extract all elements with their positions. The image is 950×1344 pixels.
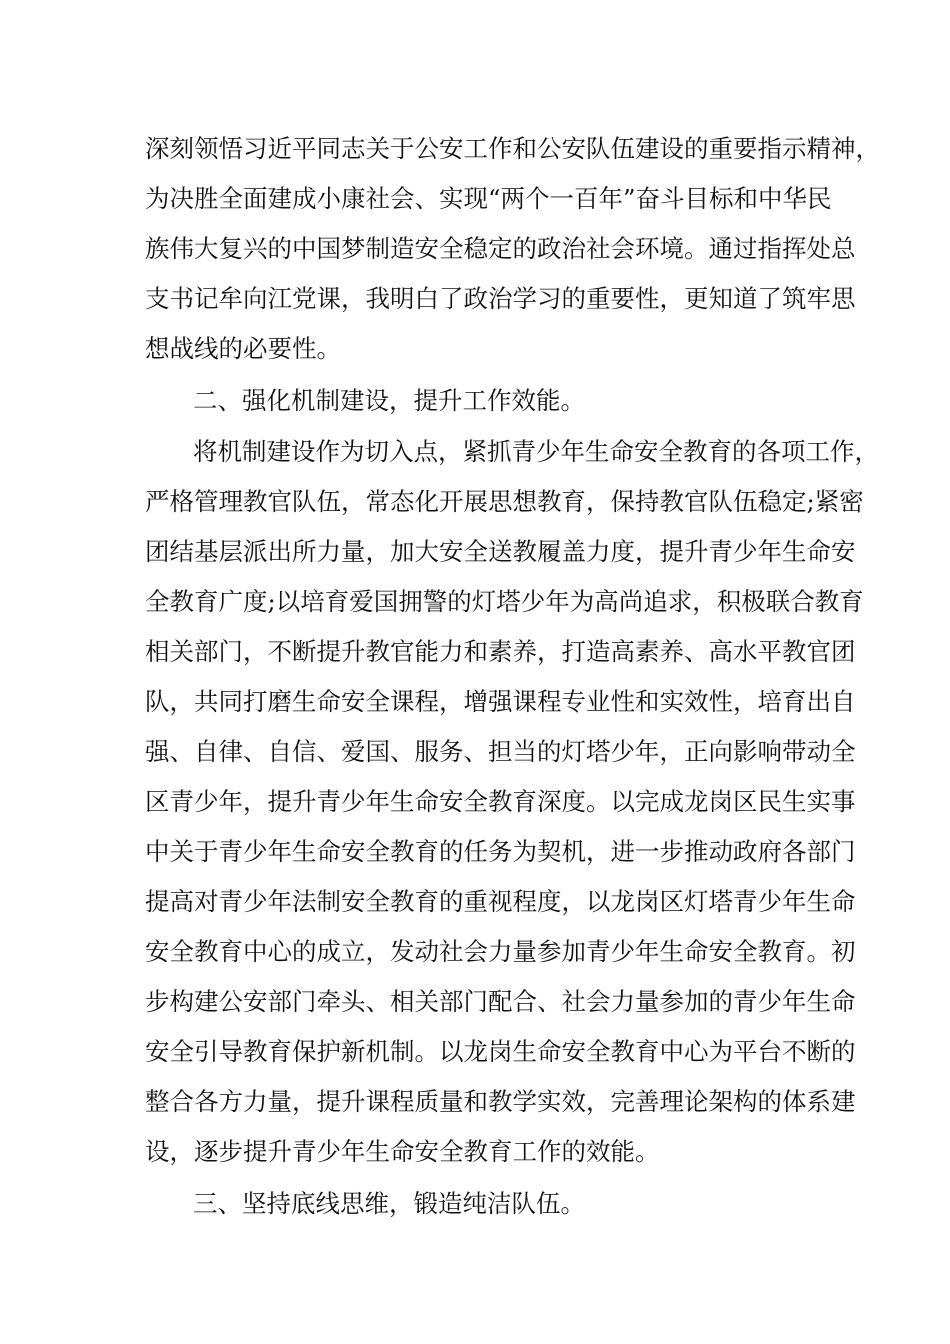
paragraph-line: 深刻领悟习近平同志关于公安工作和公安队伍建设的重要指示精神， bbox=[145, 134, 880, 163]
paragraph-line: 全教育广度;以培育爱国拥警的灯塔少年为高尚追求，积极联合教育 bbox=[145, 587, 864, 616]
paragraph-line: 团结基层派出所力量，加大安全送教履盖力度，提升青少年生命安 bbox=[145, 537, 856, 566]
paragraph-line: 严格管理教官队伍，常态化开展思想教育，保持教官队伍稳定;紧密 bbox=[145, 487, 864, 516]
section-heading: 二、强化机制建设，提升工作效能。 bbox=[193, 386, 585, 415]
paragraph-line: 安全引导教育保护新机制。以龙岗生命安全教育中心为平台不断的 bbox=[145, 1037, 856, 1066]
paragraph-line: 步构建公安部门牵头、相关部门配合、社会力量参加的青少年生命 bbox=[145, 987, 856, 1016]
paragraph-line: 队，共同打磨生命安全课程，增强课程专业性和实效性，培育出自 bbox=[145, 687, 856, 716]
paragraph-line: 整合各方力量，提升课程质量和教学实效，完善理论架构的体系建 bbox=[145, 1087, 856, 1116]
paragraph-line: 支书记牟向江党课，我明白了政治学习的重要性，更知道了筑牢思 bbox=[145, 284, 856, 313]
paragraph-line: 相关部门，不断提升教官能力和素养，打造高素养、高水平教官团 bbox=[145, 637, 856, 666]
paragraph-line: 安全教育中心的成立，发动社会力量参加青少年生命安全教育。初 bbox=[145, 937, 856, 966]
paragraph-line: 将机制建设作为切入点，紧抓青少年生命安全教育的各项工作， bbox=[193, 437, 879, 466]
paragraph-line: 提高对青少年法制安全教育的重视程度，以龙岗区灯塔青少年生命 bbox=[145, 887, 856, 916]
paragraph-line: 族伟大复兴的中国梦制造安全稳定的政治社会环境。通过指挥处总 bbox=[145, 234, 856, 263]
paragraph-line: 中关于青少年生命安全教育的任务为契机，进一步推动政府各部门 bbox=[145, 837, 856, 866]
paragraph-line: 为决胜全面建成小康社会、实现“两个一百年”奋斗目标和中华民 bbox=[145, 184, 832, 213]
paragraph-line: 区青少年，提升青少年生命安全教育深度。以完成龙岗区民生实事 bbox=[145, 787, 856, 816]
paragraph-line: 强、自律、自信、爱国、服务、担当的灯塔少年，正向影响带动全 bbox=[145, 737, 856, 766]
paragraph-line: 设，逐步提升青少年生命安全教育工作的效能。 bbox=[145, 1137, 660, 1166]
paragraph-line: 想战线的必要性。 bbox=[145, 334, 341, 363]
section-heading: 三、坚持底线思维，锻造纯洁队伍。 bbox=[193, 1189, 585, 1218]
